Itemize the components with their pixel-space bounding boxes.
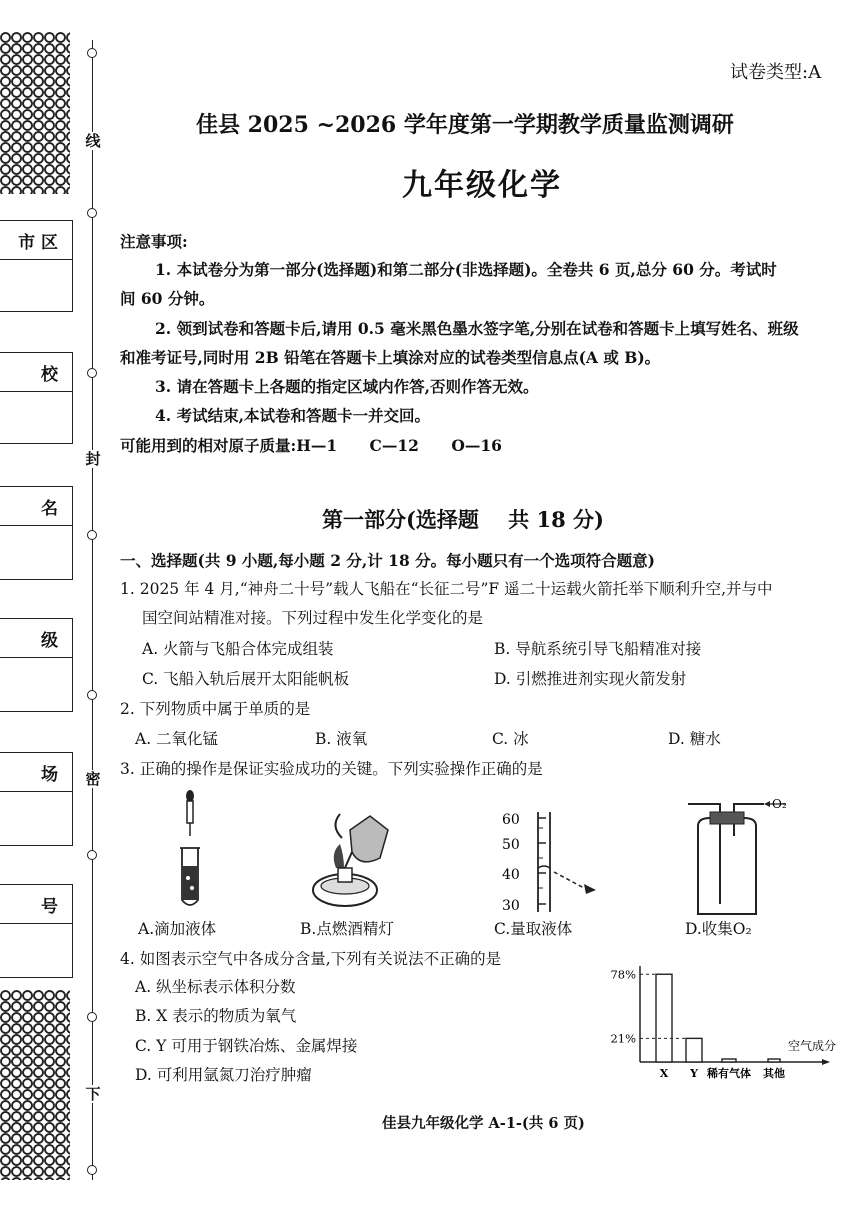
chart-value-label: 21%	[610, 1031, 636, 1046]
answer-option[interactable]: B. 液氧	[315, 730, 368, 748]
dropper-illustration	[160, 788, 220, 916]
chart-bar	[686, 1038, 702, 1062]
cylinder-tick-label: 50	[502, 837, 520, 853]
answer-option[interactable]: B. 导航系统引导飞船精准对接	[494, 640, 702, 658]
answer-option[interactable]: A. 二氧化锰	[135, 730, 219, 748]
page-footer: 佳县九年级化学 A-1-(共 6 页)	[382, 1115, 585, 1132]
cylinder-tick-label: 30	[502, 898, 520, 914]
binding-ring	[87, 1165, 97, 1175]
air-composition-chart	[600, 958, 850, 1083]
alcohol-lamp-illustration	[300, 808, 395, 913]
chart-bar	[768, 1059, 780, 1062]
binding-char-mi: 密	[85, 770, 101, 788]
notice-item: 2. 领到试卷和答题卡后,请用 0.5 毫米黑色墨水签字笔,分别在试卷和答题卡上填写姓名、班级	[155, 319, 799, 338]
chart-category-label: 其他	[763, 1067, 785, 1080]
notice-item: 和准考证号,同时用 2B 铅笔在答题卡上填涂对应的试卷类型信息点(A 或 B)。	[120, 348, 661, 367]
cylinder-tick-label: 40	[502, 867, 520, 883]
answer-option[interactable]: A.滴加液体	[138, 920, 217, 938]
field-name[interactable]	[0, 486, 73, 580]
notice-heading: 注意事项:	[120, 232, 188, 251]
field-label: 级	[0, 619, 72, 658]
answer-option[interactable]: C. Y 可用于钢铁冶炼、金属焊接	[135, 1037, 358, 1055]
field-school[interactable]	[0, 352, 73, 444]
atomic-mass: 可能用到的相对原子质量:H—1 C—12 O—16	[120, 436, 502, 455]
binding-ring	[87, 48, 97, 58]
notice-item: 间 60 分钟。	[120, 289, 215, 308]
field-city[interactable]	[0, 220, 73, 312]
binding-ring	[87, 368, 97, 378]
question-stem: 3. 正确的操作是保证实验成功的关键。下列实验操作正确的是	[120, 760, 543, 778]
chart-category-label: X	[659, 1067, 669, 1080]
binding-ring	[87, 1012, 97, 1022]
chart-category-label: 稀有气体	[707, 1067, 751, 1080]
answer-option[interactable]: D.收集O₂	[685, 920, 752, 938]
chart-x-axis-label: 空气成分	[788, 1039, 837, 1053]
binding-ring	[87, 850, 97, 860]
exam-title: 佳县 2025 ~2026 学年度第一学期教学质量监测调研	[196, 112, 734, 138]
answer-option[interactable]: D. 可利用氩氮刀治疗肿瘤	[135, 1066, 312, 1084]
chart-bar	[722, 1059, 736, 1062]
binding-char-xian: 线	[85, 132, 101, 150]
binding-ring	[87, 530, 97, 540]
question-stem: 1. 2025 年 4 月,“神舟二十号”载人飞船在“长征二号”F 遥二十运载火箭托举下顺利升空,并与中	[120, 580, 773, 598]
binding-char-xia: 下	[85, 1085, 101, 1103]
field-label: 场	[0, 753, 72, 792]
x-axis-arrow	[822, 1059, 830, 1065]
field-seat-number[interactable]	[0, 884, 73, 978]
o2-label: O₂	[772, 797, 787, 811]
chart-bar	[656, 974, 672, 1062]
chart-category-label: Y	[690, 1067, 698, 1080]
binding-char-feng: 封	[85, 450, 101, 468]
chart-value-label: 78%	[610, 967, 636, 982]
subject-title: 九年级化学	[402, 168, 562, 203]
answer-option[interactable]: D. 糖水	[668, 730, 721, 748]
exam-type: 试卷类型:A	[730, 62, 822, 83]
answer-option[interactable]: C. 冰	[492, 730, 529, 748]
field-label: 名	[0, 487, 72, 526]
cylinder-tick-label: 60	[502, 812, 520, 828]
question-stem: 国空间站精准对接。下列过程中发生化学变化的是	[142, 609, 484, 627]
part1-title: 第一部分(选择题 共 18 分)	[322, 507, 604, 532]
question-stem: 4. 如图表示空气中各成分含量,下列有关说法不正确的是	[120, 950, 502, 968]
gas-bottle-illustration	[668, 796, 798, 921]
field-label: 校	[0, 353, 72, 392]
question-stem: 2. 下列物质中属于单质的是	[120, 700, 311, 718]
decorative-dots-top	[0, 32, 70, 194]
notice-item: 4. 考试结束,本试卷和答题卡一并交回。	[155, 406, 430, 425]
notice-item: 1. 本试卷分为第一部分(选择题)和第二部分(非选择题)。全卷共 6 页,总分 60 分。考试时	[155, 260, 777, 279]
notice-item: 3. 请在答题卡上各题的指定区域内作答,否则作答无效。	[155, 377, 539, 396]
binding-ring	[87, 690, 97, 700]
field-exam-room[interactable]	[0, 752, 73, 846]
part1-instructions: 一、选择题(共 9 小题,每小题 2 分,计 18 分。每小题只有一个选项符合题意)	[120, 551, 655, 570]
answer-option[interactable]: B.点燃酒精灯	[300, 920, 394, 938]
binding-ring	[87, 208, 97, 218]
answer-option[interactable]: A. 火箭与飞船合体完成组装	[142, 640, 334, 658]
answer-option[interactable]: C.量取液体	[494, 920, 573, 938]
answer-option[interactable]: B. X 表示的物质为氧气	[135, 1007, 297, 1025]
field-label: 号	[0, 885, 72, 924]
answer-option[interactable]: A. 纵坐标表示体积分数	[135, 978, 296, 996]
answer-option[interactable]: C. 飞船入轨后展开太阳能帆板	[142, 670, 350, 688]
field-class[interactable]	[0, 618, 73, 712]
graduated-cylinder-illustration	[500, 808, 610, 918]
field-label: 市 区	[0, 221, 72, 260]
answer-option[interactable]: D. 引燃推进剂实现火箭发射	[494, 670, 687, 688]
decorative-dots-bottom	[0, 990, 70, 1180]
